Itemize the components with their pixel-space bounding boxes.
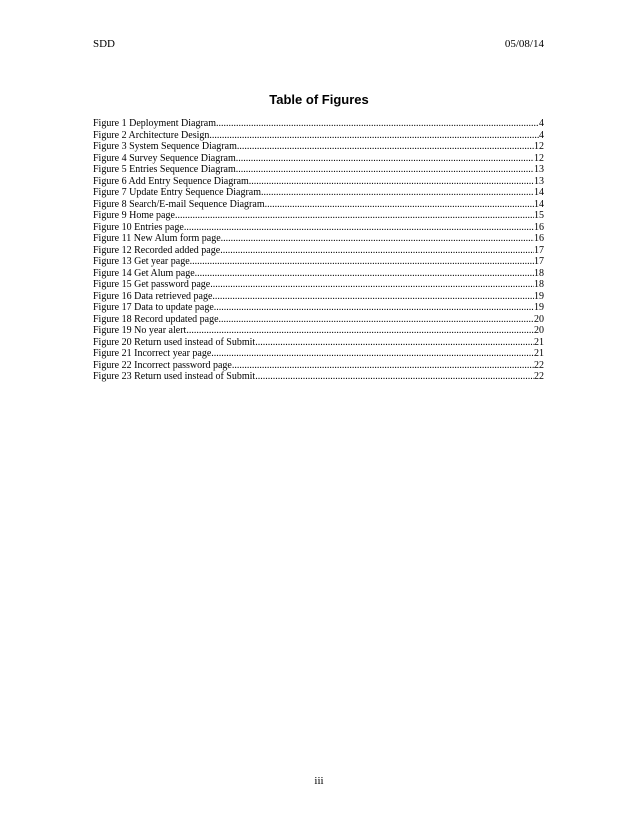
dot-leader bbox=[236, 164, 534, 176]
toc-entry-link[interactable] bbox=[93, 256, 544, 268]
toc-entry-page-number: 17 bbox=[534, 244, 544, 256]
toc-entry-link[interactable] bbox=[93, 153, 544, 165]
toc-entry-label: Figure 2 Architecture Design bbox=[93, 129, 210, 141]
toc-entry-label: Figure 9 Home page bbox=[93, 210, 175, 221]
dot-leader bbox=[210, 279, 534, 291]
toc-entry-label: Figure 19 No year alert bbox=[93, 325, 187, 336]
page-header bbox=[93, 38, 544, 50]
toc-entry-label: Figure 4 Survey Sequence Diagram bbox=[93, 152, 236, 164]
toc-entry-page-number: 13 bbox=[534, 175, 544, 187]
toc-entry-label: Figure 1 Deployment Diagram bbox=[93, 118, 217, 129]
page-footer bbox=[0, 775, 638, 787]
dot-leader bbox=[175, 210, 534, 222]
toc-entry-label: Figure 15 Get password page bbox=[93, 279, 211, 290]
toc-entry-link[interactable] bbox=[93, 291, 544, 303]
toc-entry-label: Figure 10 Entries page bbox=[93, 221, 184, 233]
header-doc-label: SDD bbox=[93, 38, 116, 50]
dot-leader bbox=[255, 371, 534, 383]
toc-entry-label: Figure 11 New Alum form page bbox=[93, 233, 221, 244]
toc-entry-label: Figure 23 Return used instead of Submit bbox=[93, 371, 256, 382]
toc-entry-page-number: 14 bbox=[534, 187, 544, 198]
toc-entry-label: Figure 6 Add Entry Sequence Diagram bbox=[93, 175, 249, 187]
toc-entry-label: Figure 21 Incorrect year page bbox=[93, 348, 212, 359]
toc-entry-link[interactable] bbox=[93, 222, 544, 234]
footer-page-number: iii bbox=[314, 775, 324, 787]
table-of-figures-list bbox=[93, 118, 544, 383]
toc-entry-label: Figure 17 Data to update page bbox=[93, 302, 214, 313]
toc-entry-page-number: 17 bbox=[534, 256, 544, 267]
toc-entry-link[interactable] bbox=[93, 118, 544, 130]
toc-entry-page-number: 19 bbox=[534, 302, 544, 313]
toc-entry-link[interactable] bbox=[93, 360, 544, 372]
toc-entry-link[interactable] bbox=[93, 279, 544, 291]
toc-entry-page-number: 16 bbox=[534, 221, 544, 233]
dot-leader bbox=[219, 314, 534, 326]
toc-entry-page-number: 14 bbox=[534, 198, 544, 210]
toc-entry-link[interactable] bbox=[93, 245, 544, 257]
toc-entry-label: Figure 16 Data retrieved page bbox=[93, 290, 213, 302]
toc-entry-page-number: 19 bbox=[534, 290, 544, 302]
toc-entry-page-number: 20 bbox=[534, 313, 544, 325]
toc-entry-page-number: 21 bbox=[534, 336, 544, 348]
toc-entry-link[interactable] bbox=[93, 176, 544, 188]
toc-entry-page-number: 13 bbox=[534, 164, 544, 175]
dot-leader bbox=[184, 222, 534, 234]
toc-entry-page-number: 15 bbox=[534, 210, 544, 221]
dot-leader bbox=[221, 233, 534, 245]
toc-entry-link[interactable] bbox=[93, 337, 544, 349]
toc-entry-link[interactable] bbox=[93, 268, 544, 280]
toc-entry-link[interactable] bbox=[93, 348, 544, 360]
toc-entry-link[interactable] bbox=[93, 325, 544, 337]
toc-entry-label: Figure 7 Update Entry Sequence Diagram bbox=[93, 187, 262, 198]
toc-entry-label: Figure 20 Return used instead of Submit bbox=[93, 336, 256, 348]
toc-entry-label: Figure 12 Recorded added page bbox=[93, 244, 221, 256]
dot-leader bbox=[249, 176, 534, 188]
dot-leader bbox=[211, 348, 534, 360]
dot-leader bbox=[216, 118, 539, 130]
toc-entry-link[interactable] bbox=[93, 199, 544, 211]
toc-entry-page-number: 12 bbox=[534, 141, 544, 152]
toc-entry-page-number: 12 bbox=[534, 152, 544, 164]
toc-entry-page-number: 22 bbox=[534, 371, 544, 382]
toc-entry-page-number: 22 bbox=[534, 359, 544, 371]
toc-entry-page-number: 18 bbox=[534, 279, 544, 290]
dot-leader bbox=[265, 199, 534, 211]
toc-entry-link[interactable] bbox=[93, 314, 544, 326]
dot-leader bbox=[195, 268, 534, 280]
toc-entry-page-number: 20 bbox=[534, 325, 544, 336]
toc-entry-link[interactable] bbox=[93, 210, 544, 222]
toc-entry-page-number: 16 bbox=[534, 233, 544, 244]
toc-entry-page-number: 21 bbox=[534, 348, 544, 359]
dot-leader bbox=[237, 141, 534, 153]
toc-entry-link[interactable] bbox=[93, 187, 544, 199]
dot-leader bbox=[190, 256, 534, 268]
dot-leader bbox=[261, 187, 534, 199]
dot-leader bbox=[255, 337, 534, 349]
dot-leader bbox=[186, 325, 534, 337]
toc-entry-link[interactable] bbox=[93, 164, 544, 176]
toc-entry-link[interactable] bbox=[93, 371, 544, 383]
toc-entry-link[interactable] bbox=[93, 302, 544, 314]
toc-entry-link[interactable] bbox=[93, 130, 544, 142]
toc-entry-label: Figure 22 Incorrect password page bbox=[93, 359, 232, 371]
toc-entry-page-number: 18 bbox=[534, 267, 544, 279]
toc-entry-link[interactable] bbox=[93, 233, 544, 245]
page-title: Table of Figures bbox=[269, 92, 369, 107]
toc-entry-label: Figure 13 Get year page bbox=[93, 256, 190, 267]
toc-entry-link[interactable] bbox=[93, 141, 544, 153]
dot-leader bbox=[236, 153, 534, 165]
toc-entry-label: Figure 3 System Sequence Diagram bbox=[93, 141, 237, 152]
toc-entry-label: Figure 8 Search/E-mail Sequence Diagram bbox=[93, 198, 265, 210]
toc-entry-label: Figure 18 Record updated page bbox=[93, 313, 219, 325]
dot-leader bbox=[212, 291, 534, 303]
toc-entry-page-number: 4 bbox=[539, 118, 544, 129]
dot-leader bbox=[209, 130, 539, 142]
toc-entry-page-number: 4 bbox=[539, 129, 544, 141]
dot-leader bbox=[214, 302, 534, 314]
dot-leader bbox=[232, 360, 534, 372]
toc-entry-label: Figure 14 Get Alum page bbox=[93, 267, 195, 279]
toc-entry-label: Figure 5 Entries Sequence Diagram bbox=[93, 164, 236, 175]
dot-leader bbox=[220, 245, 534, 257]
header-date: 05/08/14 bbox=[504, 38, 544, 50]
